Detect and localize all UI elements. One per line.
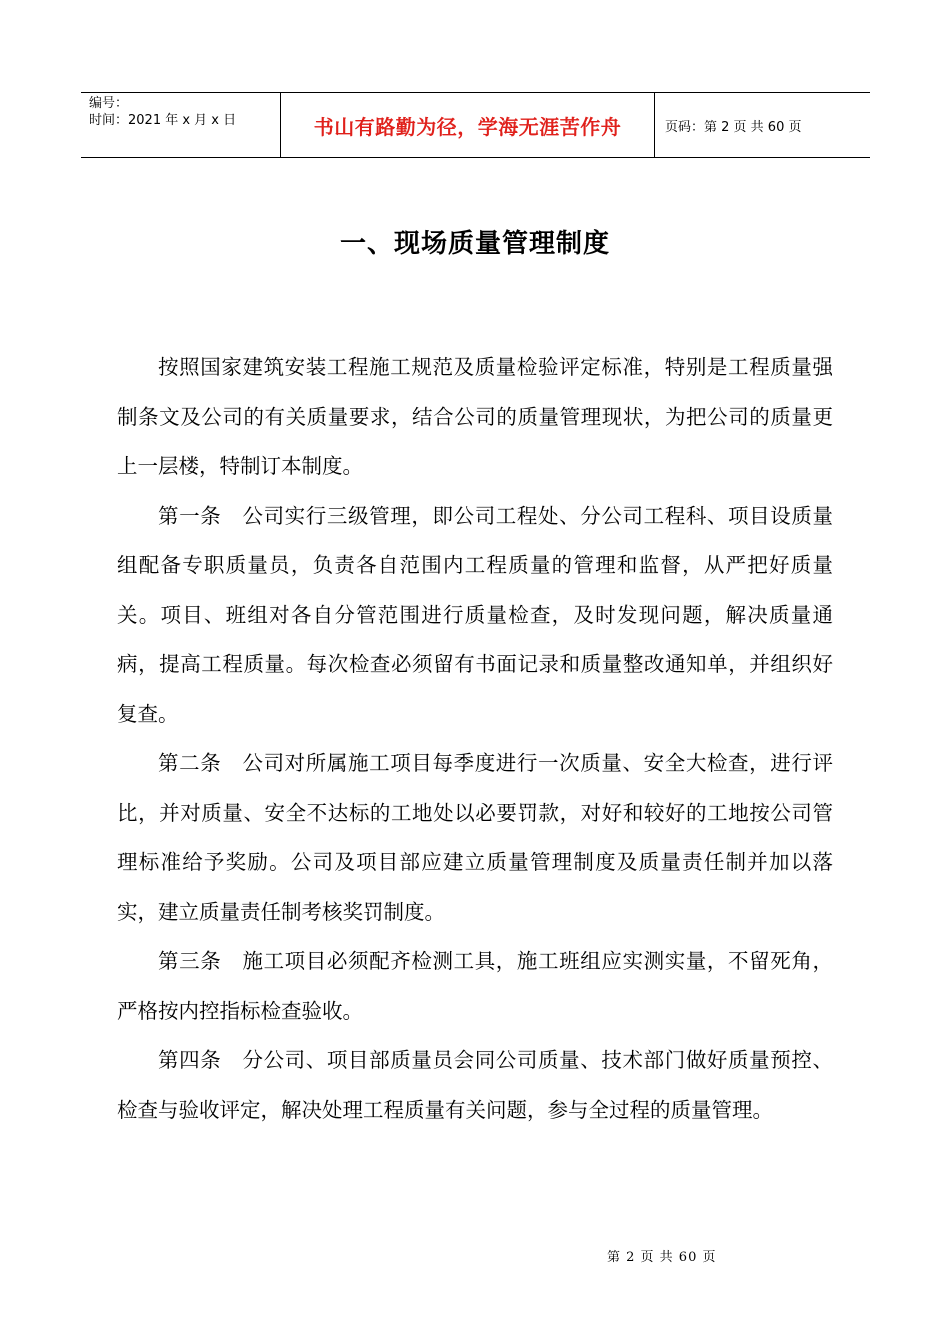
header-meta <box>81 93 281 157</box>
document-title: 一、现场质量管理制度 <box>339 229 610 259</box>
header-motto: 书山有路勤为径，学海无涯苦作舟 <box>281 93 655 157</box>
document-header <box>81 92 870 158</box>
paragraph-article-4: 第四条 分公司、项目部质量员会同公司质量、技术部门做好质量预控、检查与验收评定，解决处理工程质量有关问题，参与全过程的质量管理。 <box>117 1048 833 1122</box>
paragraph-article-1: 第一条 公司实行三级管理，即公司工程处、分公司工程科、项目设质量组配备专职质量员，负责各自范围内工程质量的管理和监督，从严把好质量关。项目、班组对各自分管范围进行质量检查，及时发现问题，解决质量通病，提高工程质量。每次检查必须留有书面记录和质量整改通知单，并组织好复查。 <box>117 503 833 726</box>
paragraph-intro: 按照国家建筑安装工程施工规范及质量检验评定标准，特别是工程质量强制条文及公司的有关质量要求，结合公司的质量管理现状，为把公司的质量更上一层楼，特制订本制度。 <box>117 355 833 478</box>
page-footer: 第 2 页 共 60 页 <box>607 1250 717 1265</box>
serial-number-label: 编号： <box>89 96 129 111</box>
document-body <box>117 343 833 1135</box>
paragraph-article-2: 第二条 公司对所属施工项目每季度进行一次质量、安全大检查，进行评比，并对质量、安全不达标的工地处以必要罚款，对好和较好的工地按公司管理标准给予奖励。公司及项目部应建立质量管理制度及质量责任制并加以落实，建立质量责任制考核奖罚制度。 <box>117 751 833 924</box>
header-page-number: 页码：第 2 页 共 60 页 <box>665 119 802 135</box>
paragraph-article-3: 第三条 施工项目必须配齐检测工具，施工班组应实测实量，不留死角，严格按内控指标检查验收。 <box>117 949 833 1023</box>
date-label: 时间：2021 年 x 月 x 日 <box>89 113 237 128</box>
